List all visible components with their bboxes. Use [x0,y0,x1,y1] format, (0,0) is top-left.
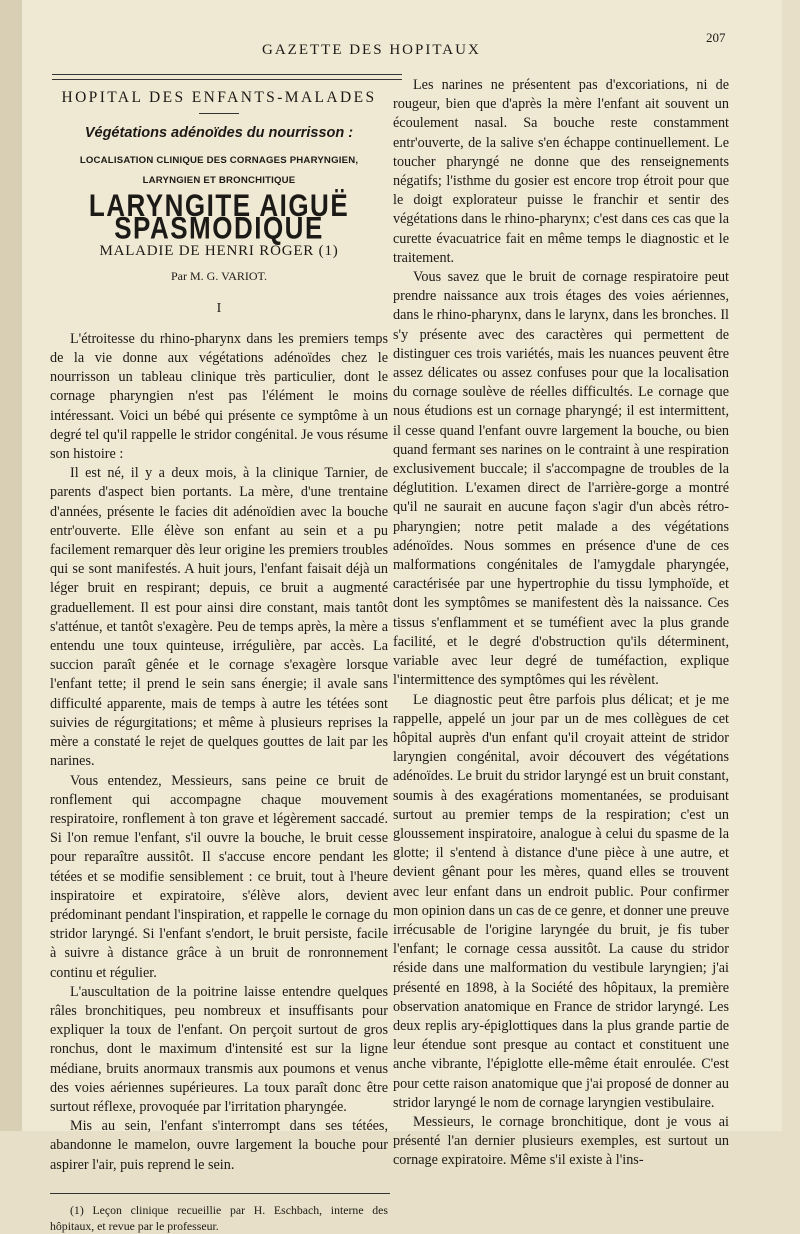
article-subtitle: Végétations adénoïdes du nourrisson : [84,125,354,142]
localisation-line: LOCALISATION CLINIQUE DES CORNAGES PHARYNGIEN, LARYNGIEN ET BRONCHITIQUE [79,155,359,186]
page-number: 207 [706,30,726,45]
paragraph: Les narines ne présentent pas d'excoriations, ni de rougeur, bien que d'après la mère l'enfant ait souvent un écoulement nasal. Sa bouche reste constamment entr'ouverte, de la salive s'en échappe continuellement. Le toucher pharyngé ne donne que des renseignements négatifs; l'isthme du gosier est encore trop étroit pour que le doigt explorateur puisse le franchir et sentir des végétations dans le rhino-pharynx; c'est dans ces cas que la curette évacuatrice fait en même temps le diagnostic et le traitement. [393,77,729,266]
paragraph: Mis au sein, l'enfant s'interrompt dans ses tétées, abandonne le mamelon, ouvre largement la bouche pour aspirer l'air, puis reprend le sein. [50,1118,388,1173]
short-divider [199,113,239,114]
article-title: LARYNGITE AIGUË SPASMODIQUE [88,186,350,246]
hospital-heading: HOPITAL DES ENFANTS-MALADES [61,89,377,106]
disease-name: MALADIE DE HENRI ROGER (1) [99,243,339,260]
right-column [393,76,729,1171]
paragraph: L'étroitesse du rhino-pharynx dans les premiers temps de la vie donne aux végétations adénoïdes chez le nourrisson un tableau clinique très particulier, dont le cornage pharyngien n'est pas l'élément le moins intéressant. Voici un bébé qui présente ce symptôme à un degré tel qu'il rappelle le stridor congénital. Je vous résume son histoire : [50,330,388,463]
author-line: Par M. G. VARIOT. [170,269,267,284]
paragraph: L'auscultation de la poitrine laisse entendre quelques râles bronchitiques, peu nombreux et insuffisants pour expliquer la toux de l'enfant. On perçoit surtout de gros ronchus, dont le maximum d'intensité est sur la ligne médiane, bruits anormaux transmis aux poumons et venus des voies aériennes supérieures. La toux paraît donc être surtout réflexe, provoquée par l'irritation pharyngée. [50,983,388,1115]
paragraph: Il est né, il y a deux mois, à la clinique Tarnier, de parents d'aspect bien portants. La mère, d'une trentaine d'années, présente le facies dit adénoïdien avec la bouche entr'ouverte. Elle élève son enfant au sein et a pu facilement remarquer dès leur origine les premiers troubles qui se sont manifestés. A huit jours, l'enfant faisait déjà un léger bruit en respirant; depuis, ce bruit a augmenté graduellement. Il est pour ainsi dire constant, mais tantôt s'atténue, et tantôt s'exagère. Peu de temps après, la mère a entendu une toux quinteuse, irrégulière, par accès. La succion paraît gênée et le cornage s'exagère lorsque l'enfant tette; il prend le sein sans énergie; il avale sans difficulté apparente, mais de temps à autre les tétées sont suivies de régurgitations; et même à plusieurs reprises la mère a constaté le rejet de quelques gouttes de lait par les narines. [50,465,388,770]
header-rule [52,74,402,75]
running-head: GAZETTE DES HOPITAUX [262,42,481,58]
section-number: I [216,300,222,316]
footnote: (1) Leçon clinique recueillie par H. Eschbach, interne des hôpitaux, et revue par le professeur. [50,1202,388,1233]
paragraph: Messieurs, le cornage bronchitique, dont je vous ai présenté l'an dernier plusieurs exemples, est surtout un cornage expiratoire. Même s'il existe à l'ins- [393,1113,729,1169]
header-rule-thin [52,79,402,80]
paragraph: Vous entendez, Messieurs, sans peine ce bruit de ronflement qui accompagne chaque mouvement respiratoire, ronflement à ton grave et légèrement saccadé. Si l'on remue l'enfant, s'il ouvre la bouche, le bruit cesse pour reparaître aussitôt. Il s'accuse encore pendant les tétées et se modifie sensiblement : ce bruit, tout à l'heure inspiratoire et expiratoire, s'élève alors, devient prédominant pendant l'inspiration, et rappelle le cornage du stridor laryngé. Si l'enfant s'endort, le bruit persiste, facile à suivre à distance grâce à un bruit de ronronnement continu et régulier. [50,772,388,981]
footnote-rule [50,1193,390,1194]
paragraph: Vous savez que le bruit de cornage respiratoire peut prendre naissance aux trois étages des voies aériennes, dans le rhino-pharynx, dans le larynx, dans les bronches. Il s'y présente avec des caractères qui permettent de distinguer ces trois variétés, mais les nuances peuvent être assez délicates ou assez confuses pour que la localisation du cornage soulève de réelles difficultés. Le cornage que nous étudions est un cornage pharyngé; il est intermittent, il cesse quand l'enfant ouvre largement la bouche, ou bien quand fermant ses narines on le contraint à une respiration exclusivement buccale; il s'accompagne de troubles de la déglutition. L'examen direct de l'arrière-gorge a montré qu'il ne saurait en aucune façon s'agir d'un abcès rétro-pharyngien; notre petit malade a des végétations adénoïdes. Nous sommes en présence d'une de ces malformations congénitales de l'amygdale pharyngée, caractérisée par une hypertrophie du tissu lymphoïde, et dont les symptômes se manifestent dès la naissance. Ces tissus s'enflamment et se tuméfient avec la plus grande facilité, et le degré d'obstruction qu'ils déterminent, variable avec leur degré de tuméfaction, explique l'intermittence des symptômes qui les révèlent. [393,269,729,689]
page-left-edge [0,0,22,1131]
paragraph: Le diagnostic peut être parfois plus délicat; et je me rappelle, appelé un jour par un de mes collègues de cet hôpital auprès d'un enfant qu'il croyait atteint de stridor laryngien congénital, avoir découvert des végétations adénoïdes. Le bruit du stridor laryngé est un bruit constant, soumis à des exagérations momentanées, se produisant surtout au premier temps de la respiration; c'est un gloussement inspiratoire, analogue à celui du spasme de la glotte; il s'entend à distance d'une pièce à une autre, et devient gênant pour les mères, quand elles se trouvent avec leur enfant dans un endroit public. Pour confirmer mon opinion dans un cas de ce genre, et donner une preuve irrécusable de l'origine laryngée du bruit, je fis tuber l'enfant; le cornage cessa aussitôt. La cause du stridor réside dans une malformation du vestibule laryngien; j'ai présenté en 1898, à la Société des hôpitaux, la première observation anatomique en France de stridor laryngé. Les deux replis ary-épiglottiques dans la plus grande partie de leur étendue sont presque au contact et constituent une anche vibrante, l'épiglotte elle-même était enroulée. C'est pour cette raison anatomique que j'ai proposé de donner au stridor laryngé le nom de cornage laryngien vestibulaire. [393,691,729,1111]
left-column [50,84,388,1234]
document-page [22,0,782,1233]
